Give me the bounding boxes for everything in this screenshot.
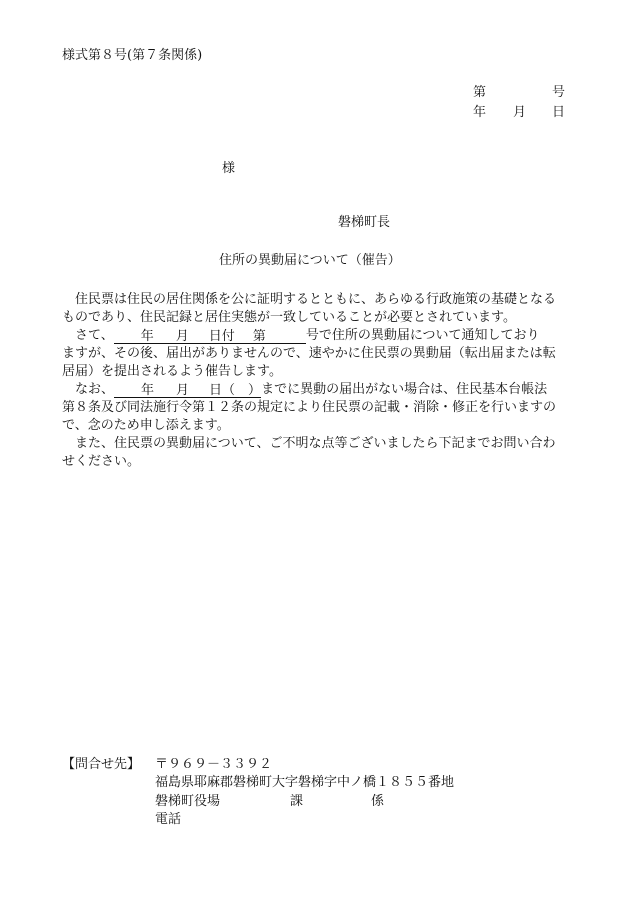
contact-staff: 係 — [371, 794, 385, 809]
paragraph-2-line-2: ますが、その後、届出がありませんので、速やかに住民票の異動届（転出届または転 — [62, 346, 556, 361]
date-month: 月 — [513, 105, 527, 120]
paragraph-3-line-1 — [62, 382, 547, 398]
document-title: 住所の異動届について（催告） — [219, 253, 401, 268]
document-number-suffix: 号 — [552, 85, 566, 100]
paragraph-2-line-1 — [62, 328, 540, 344]
paragraph-4-line-1: また、住民票の異動届について、ご不明な点等ございましたら下記までお問い合わ — [75, 436, 556, 451]
contact-section: 課 — [290, 794, 304, 809]
notice-date-blank — [114, 329, 306, 344]
paragraph-3-rest: までに異動の届出がない場合は、住民基本台帳法 — [261, 382, 548, 397]
date-day: 日 — [552, 105, 566, 120]
contact-address: 福島県耶麻郡磐梯町大字磐梯字中ノ橋１８５５番地 — [155, 775, 455, 790]
notice-year-label: 年 — [140, 329, 154, 344]
contact-postal-code: 〒９６９－３３９２ — [155, 757, 273, 772]
sender-name: 磐梯町長 — [338, 215, 391, 230]
paragraph-1-line-1: 住民票は住民の居住関係を公に証明するとともに、あらゆる行政施策の基礎となる — [75, 292, 557, 307]
deadline-day-label: 日（ ） — [209, 383, 262, 398]
paragraph-3-line-3: で、念のため申し添えます。 — [62, 418, 230, 433]
deadline-year-label: 年 — [141, 383, 155, 398]
deadline-date-blank — [114, 383, 261, 398]
paragraph-2-start: さて、 — [75, 328, 114, 343]
contact-office: 磐梯町役場 — [155, 794, 221, 809]
contact-label: 【問合せ先】 — [62, 757, 141, 772]
notice-day-label: 日付 — [208, 329, 235, 344]
date-year: 年 — [473, 105, 487, 120]
paragraph-3-line-2: 第８条及び同法施行令第１２条の規定により住民票の記載・消除・修正を行いますの — [62, 400, 557, 415]
contact-phone-label: 電話 — [155, 812, 182, 827]
paragraph-1-line-2: ものであり、住民記録と居住実態が一致していることが必要とされています。 — [62, 310, 516, 325]
deadline-month-label: 月 — [176, 383, 190, 398]
paragraph-2-rest: 号で住所の異動届について通知しており — [305, 328, 540, 343]
document-number-prefix: 第 — [473, 85, 487, 100]
notice-month-label: 月 — [175, 329, 189, 344]
form-label: 様式第８号(第７条関係) — [62, 48, 203, 63]
notice-number-prefix: 第 — [252, 329, 266, 344]
paragraph-4-line-2: せください。 — [62, 454, 141, 469]
recipient-suffix: 様 — [222, 161, 236, 176]
paragraph-2-line-3: 居届）を提出されるよう催告します。 — [62, 364, 282, 379]
paragraph-3-start: なお、 — [75, 382, 115, 397]
